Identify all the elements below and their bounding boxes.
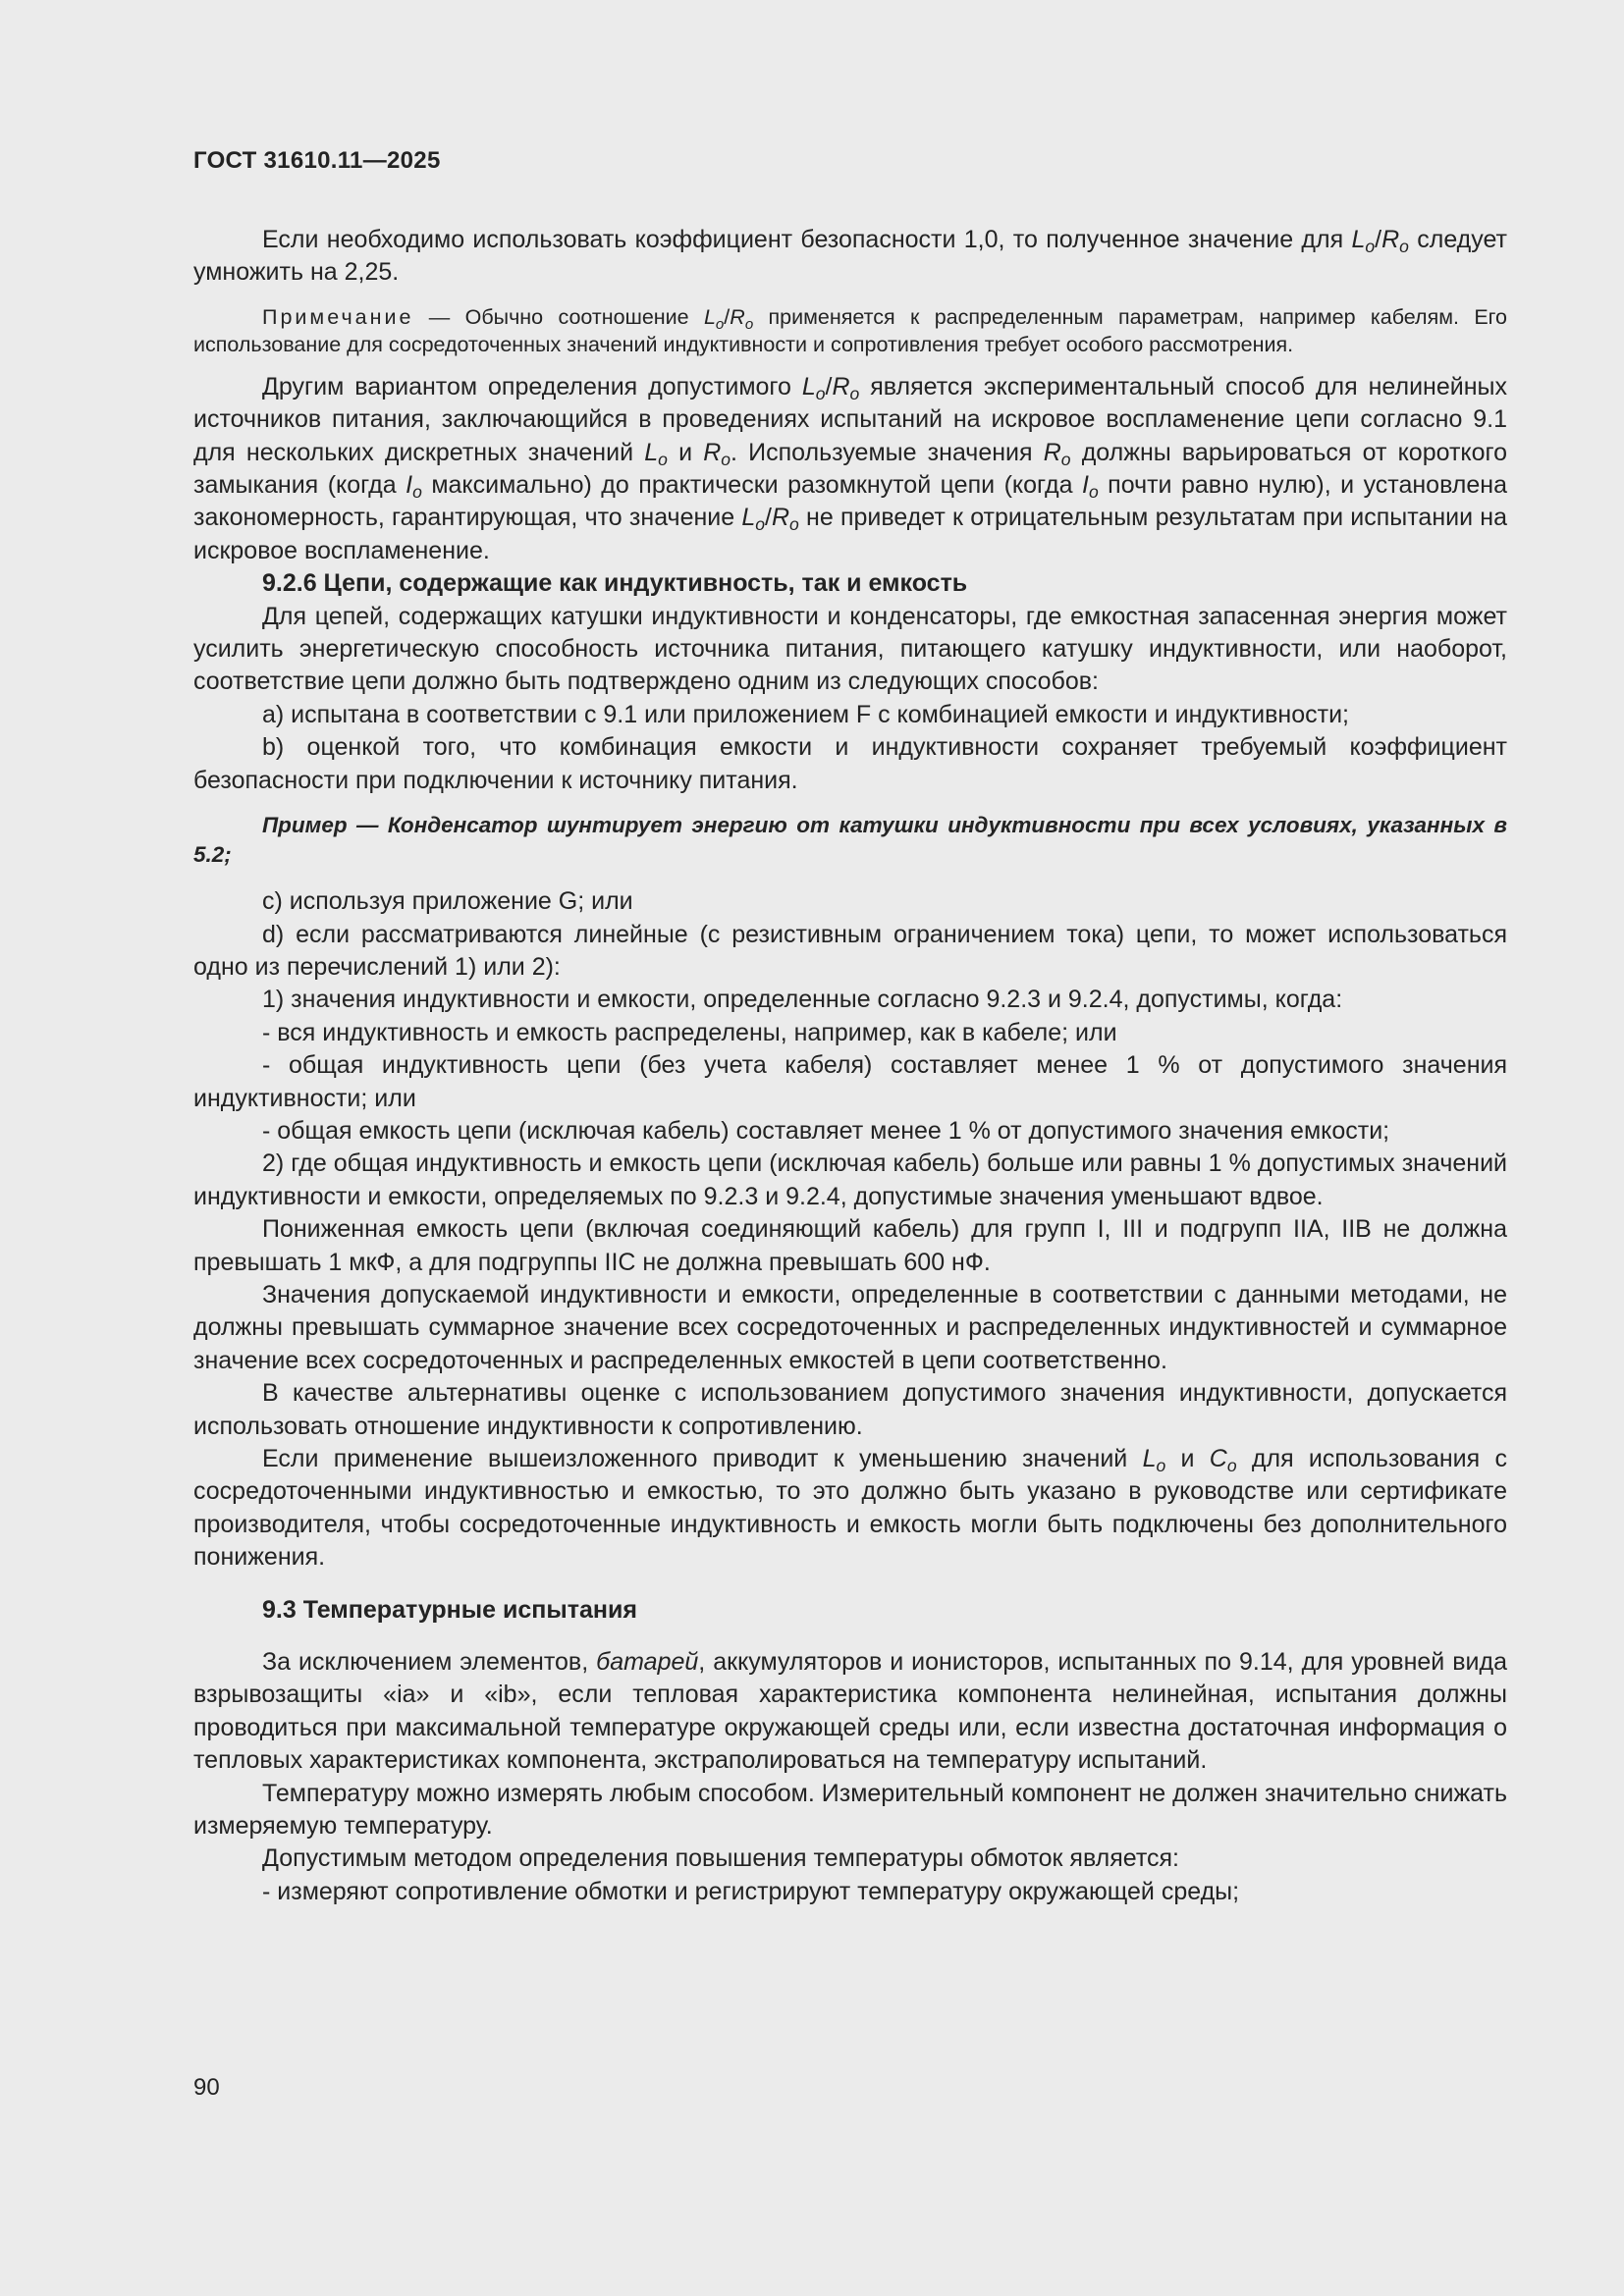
paragraph-safety-factor: Если необходимо использовать коэффициент безопасности 1,0, то полученное значение для $L_o/R_o$ следует умножить на 2,25. (193, 226, 1508, 287)
dash-item: - общая емкость цепи (исключая кабель) составляет менее 1 % от допустимого значения емкости; (262, 1116, 1390, 1145)
document-header: ГОСТ 31610.11—2025 (193, 147, 441, 174)
section-heading-9-3: 9.3 Температурные испытания (262, 1595, 637, 1624)
paragraph: Для цепей, содержащих катушки индуктивности и конденсаторы, где емкостная запасенная энергия может усилить энергетическую способность источника питания, питающего катушку индуктивности, или наоборот, соответствие цепи должно быть подтверждено одним из следующих способов: (193, 602, 1507, 696)
document-body (193, 224, 1507, 1908)
paragraph: В качестве альтернативы оценке с использованием допустимого значения индуктивности, допускается использовать отношение индуктивности к сопротивлению. (193, 1379, 1507, 1440)
list-item-1: 1) значения индуктивности и емкости, определенные согласно 9.2.3 и 9.2.4, допустимы, когда: (262, 986, 1343, 1014)
list-item-c: c) используя приложение G; или (262, 887, 633, 916)
paragraph: Пониженная емкость цепи (включая соединяющий кабель) для групп I, III и подгрупп IIA, IIB не должна превышать 1 мкФ, а для подгруппы IIC не должна превышать 600 нФ. (193, 1215, 1507, 1276)
list-item-d: d) если рассматриваются линейные (с резистивным ограничением тока) цепи, то может использоваться одно из перечислений 1) или 2): (193, 920, 1507, 981)
paragraph-experimental-method: Другим вариантом определения допустимого $L_o/R_o$ является экспериментальный способ для нелинейных источников питания, заключающийся в проведениях испытаний на искровое воспламенение цепи согласно 9.1 для нескольких дискретных значений $L_o$ и $R_o$. Используемые значения $R_o$ должны варьироваться от короткого замыкания (когда $I_o$ максимально) до практически разомкнутой цепи (когда $I_o$ почти равно нулю), и установлена закономерность, гарантирующая, что значение $L_o/R_o$ не приведет к отрицательным результатам при испытании на искровое воспламенение. (193, 372, 1508, 564)
example: Пример — Конденсатор шунтирует энергию от катушки индуктивности при всех условиях, указанных в 5.2; (193, 813, 1507, 868)
paragraph: Значения допускаемой индуктивности и емкости, определенные в соответствии с данными методами, не должны превышать суммарное значение всех сосредоточенных и распределенных индуктивностей и суммарное значение всех сосредоточенных и распределенных емкостей в цепи соответственно. (193, 1280, 1507, 1374)
dash-item: - общая индуктивность цепи (без учета кабеля) составляет менее 1 % от допустимого значения индуктивности; или (193, 1051, 1507, 1112)
section-heading-9-2-6: 9.2.6 Цепи, содержащие как индуктивность, так и емкость (262, 569, 968, 598)
list-item-a: a) испытана в соответствии с 9.1 или приложением F с комбинацией емкости и индуктивности; (262, 700, 1349, 728)
paragraph: Температуру можно измерять любым способом. Измерительный компонент не должен значительно снижать измеряемую температуру. (193, 1779, 1507, 1841)
paragraph: За исключением элементов, батарей, аккумуляторов и ионисторов, испытанных по 9.14, для уровней вида взрывозащиты «ia» и «ib», если тепловая характеристика компонента нелинейная, испытания должны проводиться при максимальной температуре окружающей среды или, если известна достаточная информация о тепловых характеристиках компонента, экстраполироваться на температуру испытаний. (193, 1648, 1507, 1775)
page-number: 90 (193, 2074, 220, 2101)
note: Примечание — Обычно соотношение $L_o/R_o$ применяется к распределенным параметрам, например кабелям. Его использование для сосредоточенных значений индуктивности и сопротивления требует особого рассмотрения. (193, 304, 1507, 357)
list-item-2: 2) где общая индуктивность и емкость цепи (исключая кабель) больше или равны 1 % допустимых значений индуктивности и емкости, определяемых по 9.2.3 и 9.2.4, допустимые значения уменьшают вдвое. (193, 1149, 1507, 1210)
dash-item: - вся индуктивность и емкость распределены, например, как в кабеле; или (262, 1018, 1117, 1046)
paragraph: Если применение вышеизложенного приводит к уменьшению значений $L_o$ и $C_o$ для использования с сосредоточенными индуктивностью и емкостью, то это должно быть указано в руководстве или сертификате производителя, чтобы сосредоточенные индуктивность и емкость могли быть подключены без дополнительного понижения. (193, 1445, 1507, 1572)
dash-item: - измеряют сопротивление обмотки и регистрируют температуру окружающей среды; (262, 1877, 1240, 1905)
note-label: Примечание (262, 304, 414, 329)
list-item-b: b) оценкой того, что комбинация емкости и индуктивности сохраняет требуемый коэффициент безопасности при подключении к источнику питания. (193, 733, 1507, 794)
paragraph: Допустимым методом определения повышения температуры обмоток является: (262, 1844, 1179, 1873)
